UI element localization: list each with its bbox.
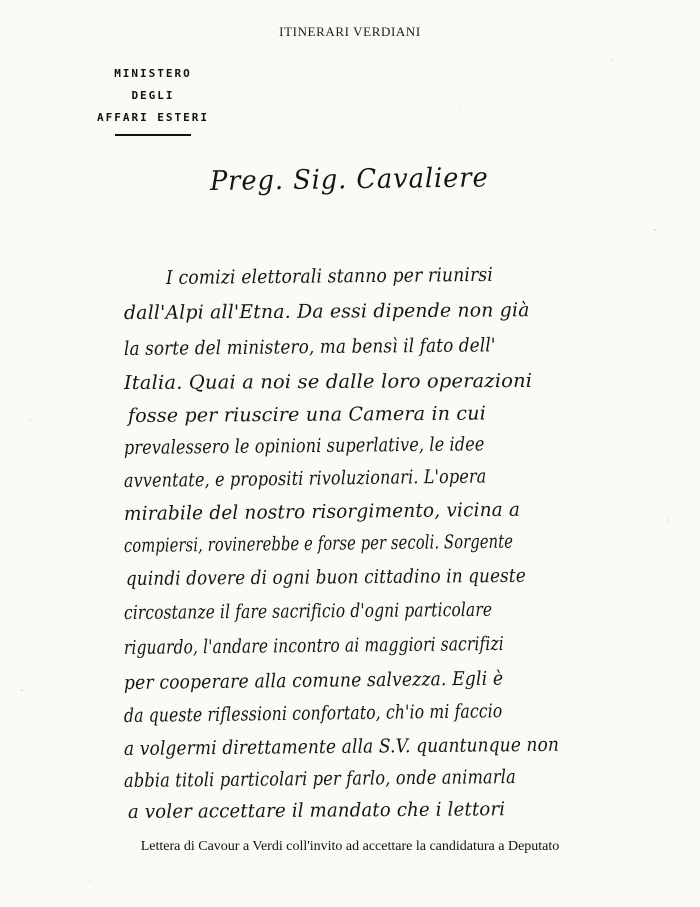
- letterhead-rule: [115, 134, 191, 136]
- letter-line: circostanze il fare sacrificio d'ogni particolare: [123, 598, 493, 624]
- letter-line: da queste riflessioni confortato, ch'io mi faccio: [123, 700, 503, 727]
- letter-line: quindi dovere di ogni buon cittadino in queste: [125, 564, 526, 590]
- letter-line: avventate, e propositi rivoluzionari. L'opera: [123, 465, 487, 492]
- letter-line: I comizi elettorali stanno per riunirsi: [165, 263, 494, 289]
- letter-line: dall'Alpi all'Etna. Da essi dipende non già: [123, 299, 530, 324]
- letterhead: [78, 68, 228, 136]
- letter-line: Italia. Quai a noi se dalle loro operazioni: [123, 369, 533, 394]
- letter-line: la sorte del ministero, ma bensì il fato dell': [123, 334, 496, 360]
- letter-line: a voler accettare il mandato che i lettori: [127, 798, 506, 823]
- letter-line: prevalessero le opinioni superlative, le idee: [123, 433, 485, 459]
- letter-line: riguardo, l'andare incontro ai maggiori sacrifizi: [123, 632, 504, 659]
- letter-line: fosse per riuscire una Camera in cui: [127, 402, 487, 427]
- letter-salutation: Preg. Sig. Cavaliere: [209, 162, 489, 197]
- letter-line: mirabile del nostro risorgimento, vicina a: [123, 498, 521, 525]
- figure-caption: Lettera di Cavour a Verdi coll'invito ad accettare la candidatura a Deputato: [140, 839, 560, 854]
- letterhead-line-3: AFFARI ESTERI: [96, 111, 210, 124]
- letterhead-line-1: MINISTERO: [114, 67, 192, 80]
- letterhead-line-2: DEGLI: [131, 89, 175, 102]
- running-header: ITINERARI VERDIANI: [279, 24, 421, 39]
- letter-line: a volgermi direttamente alla S.V. quantunque non: [123, 733, 560, 760]
- letter-line: compiersi, rovinerebbe e forse per secoli. Sorgente: [123, 530, 514, 557]
- letter-line: per cooperare alla comune salvezza. Egli è: [123, 667, 504, 694]
- letter-line: abbia titoli particolari per farlo, onde animarla: [123, 765, 516, 792]
